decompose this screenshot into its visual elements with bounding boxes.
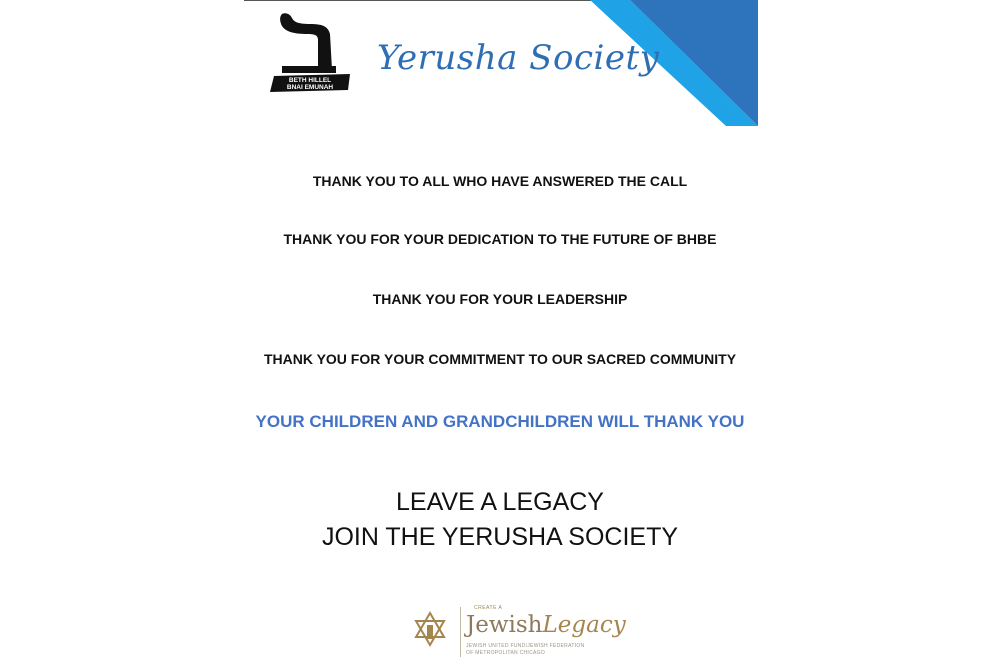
logo-line-1: BETH HILLEL — [288, 77, 332, 84]
wordmark-legacy: Legacy — [542, 612, 626, 638]
thanks-line-4: THANK YOU FOR YOUR COMMITMENT TO OUR SACRED COMMUNITY — [263, 351, 737, 367]
jewish-legacy-wordmark — [466, 612, 626, 638]
cta-line-1: LEAVE A LEGACY — [396, 488, 604, 516]
wordmark-jewish: Jewish — [466, 612, 543, 638]
thanks-line-1: THANK YOU TO ALL WHO HAVE ANSWERED THE CALL — [312, 173, 688, 189]
federation-line-1: JEWISH UNITED FUND/JEWISH FEDERATION — [466, 643, 585, 649]
federation-line-2: OF METROPOLITAN CHICAGO — [466, 650, 546, 656]
thanks-line-2: THANK YOU FOR YOUR DEDICATION TO THE FUTURE OF BHBE — [283, 231, 717, 247]
children-line: YOUR CHILDREN AND GRANDCHILDREN WILL THANK YOU — [255, 412, 745, 431]
hebrew-letter-icon — [280, 13, 336, 73]
star-of-david-icon — [416, 613, 444, 645]
logo-line-2: BNAI EMUNAH — [286, 84, 334, 91]
top-rule — [244, 0, 594, 1]
thanks-line-3: THANK YOU FOR YOUR LEADERSHIP — [372, 291, 628, 307]
society-title: Yerusha Society — [377, 38, 660, 78]
create-a-label: CREATE A — [474, 605, 503, 611]
bhbe-logo — [268, 12, 352, 92]
cta-line-2: JOIN THE YERUSHA SOCIETY — [321, 523, 679, 551]
